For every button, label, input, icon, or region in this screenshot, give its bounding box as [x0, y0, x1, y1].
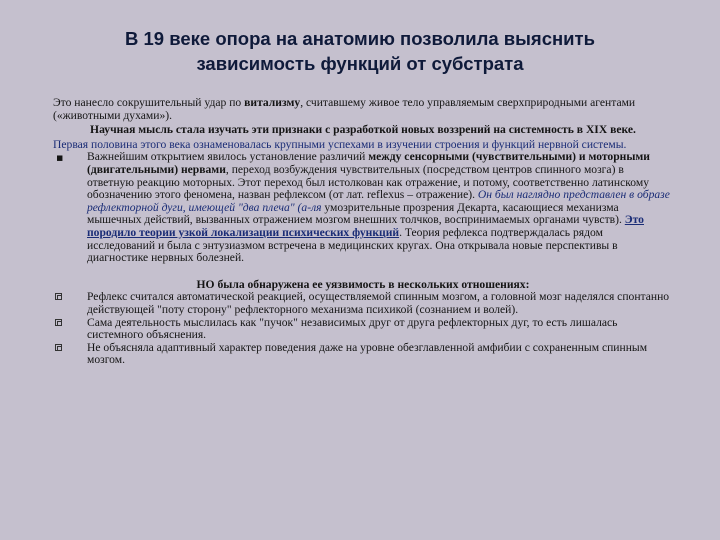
checkbox-bullet-icon [55, 319, 62, 326]
list-item-text: Сама деятельность мыслилась как "пучок" независимых друг от друга рефлекторных дуг, то есть лишалась системного объяснения. [87, 315, 618, 342]
bullet-marker: ▪ [56, 151, 64, 165]
vitalism-term: витализму [244, 96, 301, 109]
p1-text-c: , считавшему живое тело управляемым сверхприродными агентами («животными духами»). [53, 96, 636, 122]
list-item-text: Рефлекс считался автоматической реакцией, осуществляемой спинным мозгом, а головной мозг наделялся спонтанно действующей "поту сторону" рефлекторного механизма психикой (сознанием и волей). [87, 290, 670, 316]
list-item [53, 317, 673, 342]
b1-text-e: умозрительные прозрения Декарта, касающиеся механизма мышечных действий, вызванных отражением мозгом внешних толчков, воспринимаемых органами чувств). [87, 200, 625, 227]
slide-title [60, 26, 660, 76]
list-item-text: Не объясняла адаптивный характер поведения даже на уровне обезглавленной амфибии с сохраненным спинным мозгом. [87, 340, 648, 367]
b1-text-a: Важнейшим открытием явилось установление различий [87, 150, 369, 164]
checkbox-bullet-icon [55, 293, 62, 300]
b1-localization-theory: Это породило теории узкой локализации психических функций [87, 213, 644, 239]
title-line-2: зависимость функций от субстрата [196, 53, 524, 74]
checkbox-bullet-icon [55, 344, 62, 351]
b1-reflex-arc-italic: Он был наглядно представлен в образе рефлекторной дуги, имеющей "два плеча" (а-ля [87, 188, 670, 214]
paragraph-scientific-thought [53, 124, 673, 137]
p2-text: Научная мысль стала изучать эти признаки с разработкой новых воззрений на системность в XIX веке. [90, 123, 636, 137]
paragraph-vitalism [53, 97, 673, 122]
paragraph-first-half: Первая половина этого века ознаменовалась крупными успехами в изучении строения и функций нервной системы. [53, 137, 627, 151]
list-item [53, 291, 673, 316]
heading2-text: НО была обнаружена ее уязвимость в нескольких отношениях: [196, 277, 530, 291]
b1-nerves-term: между сенсорными (чувствительными) и моторными (двигательными) нервами [87, 150, 650, 176]
list-item [53, 342, 673, 367]
b1-text-c: , переход возбуждения чувствительных (посредством центров спинного мозга) в ответную реакцию моторных. Этот переход был истолкован как отражение, и потому, соответственно латинскому обозначению этого феномена, назван рефлексом (от лат. reflexus – отражение). [87, 162, 649, 202]
title-line-1: В 19 веке опора на анатомию позволила выяснить [125, 28, 595, 49]
bullet-reflex-discovery [53, 151, 673, 264]
b1-text-g: . Теория рефлекса подтверждалась рядом исследований и была с энтузиазмом встречена в медицинских кругах. Она открывала новые перспективы в диагностике нервных болезней. [87, 225, 618, 265]
slide-body [53, 97, 673, 367]
p1-text-a: Это нанесло сокрушительный удар по [53, 96, 245, 109]
